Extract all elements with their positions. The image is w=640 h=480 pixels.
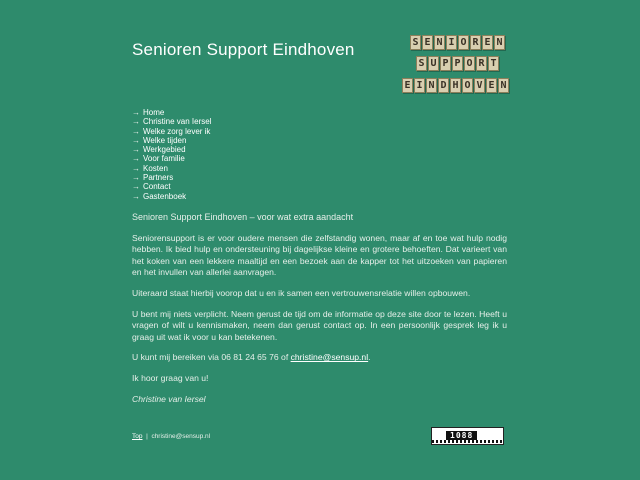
signature: Christine van Iersel <box>132 393 206 404</box>
logo-letter-tile: E <box>402 78 413 93</box>
visitor-counter <box>431 427 504 445</box>
logo-letter-tile: I <box>414 78 425 93</box>
logo-letter-tile: R <box>476 56 487 71</box>
logo-letter-tile: N <box>494 35 505 50</box>
nav-item-voor-familie[interactable] <box>132 154 211 163</box>
nav-item-label: Welke tijden <box>143 135 187 145</box>
logo-row <box>410 35 506 50</box>
nav-item-label: Gastenboek <box>143 191 187 201</box>
nav-item-label: Kosten <box>143 163 168 173</box>
nav-item-contact[interactable] <box>132 182 211 191</box>
logo-letter-tile: P <box>440 56 451 71</box>
top-link[interactable]: Top <box>132 433 143 440</box>
counter-value: 1088 <box>446 431 477 441</box>
logo-letter-tile: E <box>422 35 433 50</box>
nav-item-welke-tijden[interactable] <box>132 136 211 145</box>
intro-paragraph: Seniorensupport is er voor oudere mensen die zelfstandig wonen, maar af en toe wat hulp nodig hebben. Ik bied hulp en ondersteuning bij dagelijkse kleine en grotere behoeften. Dat varieert van het koken van een lekkere maaltijd en een bezoek aan de kapper tot het uitzoeken van papieren en het invullen van allerlei aanvragen. <box>132 232 507 278</box>
info-paragraph: U bent mij niets verplicht. Neem gerust de tijd om de informatie op deze site door te lezen. Heeft u vragen of wilt u kennismaken, neem dan gerust contact op. In een persoonlijk gesprek leg ik u graag uit wat ik voor u kan betekenen. <box>132 308 507 342</box>
logo-letter-tile: E <box>482 35 493 50</box>
arrow-right-icon: → <box>132 182 140 192</box>
site-title: Senioren Support Eindhoven <box>132 40 355 59</box>
footer-separator: | <box>146 433 148 440</box>
logo-letter-tile: T <box>488 56 499 71</box>
logo-letter-tile: N <box>498 78 509 93</box>
contact-paragraph: U kunt mij bereiken via 06 81 24 65 76 of christine@sensup.nl. <box>132 352 371 363</box>
logo-letter-tile: S <box>410 35 421 50</box>
main-nav <box>132 108 211 201</box>
footer-email: christine@sensup.nl <box>151 433 211 440</box>
arrow-right-icon: → <box>132 154 140 164</box>
logo-row <box>416 56 500 71</box>
nav-item-christine-van-iersel[interactable] <box>132 117 211 126</box>
nav-item-welke-zorg-lever-ik[interactable] <box>132 127 211 136</box>
logo-letter-tile: S <box>416 56 427 71</box>
logo-letter-tile: P <box>452 56 463 71</box>
counter-decoration <box>432 440 503 443</box>
page-heading: Senioren Support Eindhoven – voor wat extra aandacht <box>132 212 354 222</box>
contact-text: U kunt mij bereiken via 06 81 24 65 76 of <box>132 352 291 363</box>
logo-letter-tile: I <box>446 35 457 50</box>
arrow-right-icon: → <box>132 145 140 155</box>
nav-item-werkgebied[interactable] <box>132 145 211 154</box>
nav-item-gastenboek[interactable] <box>132 192 211 201</box>
logo-letter-tile: H <box>450 78 461 93</box>
nav-item-partners[interactable] <box>132 173 211 182</box>
footer <box>132 433 210 440</box>
arrow-right-icon: → <box>132 126 140 136</box>
logo-letter-tile: U <box>428 56 439 71</box>
nav-item-label: Home <box>143 108 165 117</box>
trust-paragraph: Uiteraard staat hierbij voorop dat u en ik samen een vertrouwensrelatie willen opbouwen. <box>132 287 471 298</box>
main-content <box>132 212 507 405</box>
nav-item-kosten[interactable] <box>132 164 211 173</box>
logo-letter-tile: R <box>470 35 481 50</box>
closing-paragraph: Ik hoor graag van u! <box>132 372 209 383</box>
nav-item-label: Christine van Iersel <box>143 117 212 127</box>
logo-row <box>402 78 510 93</box>
arrow-right-icon: → <box>132 135 140 145</box>
arrow-right-icon: → <box>132 191 140 201</box>
logo-letter-tile: V <box>474 78 485 93</box>
logo-letter-tile: N <box>434 35 445 50</box>
nav-item-label: Werkgebied <box>143 145 186 155</box>
email-link[interactable]: christine@sensup.nl <box>290 352 369 363</box>
nav-item-label: Contact <box>143 182 171 192</box>
arrow-right-icon: → <box>132 163 140 173</box>
site-logo <box>402 35 508 97</box>
logo-letter-tile: N <box>426 78 437 93</box>
nav-item-label: Welke zorg lever ik <box>143 126 211 136</box>
arrow-right-icon: → <box>132 173 140 183</box>
arrow-right-icon: → <box>132 117 140 127</box>
logo-letter-tile: O <box>462 78 473 93</box>
nav-item-label: Partners <box>143 173 174 183</box>
logo-letter-tile: E <box>486 78 497 93</box>
nav-item-label: Voor familie <box>143 154 185 164</box>
arrow-right-icon: → <box>132 108 140 117</box>
logo-letter-tile: O <box>458 35 469 50</box>
logo-letter-tile: O <box>464 56 475 71</box>
logo-letter-tile: D <box>438 78 449 93</box>
nav-item-home[interactable] <box>132 108 211 117</box>
